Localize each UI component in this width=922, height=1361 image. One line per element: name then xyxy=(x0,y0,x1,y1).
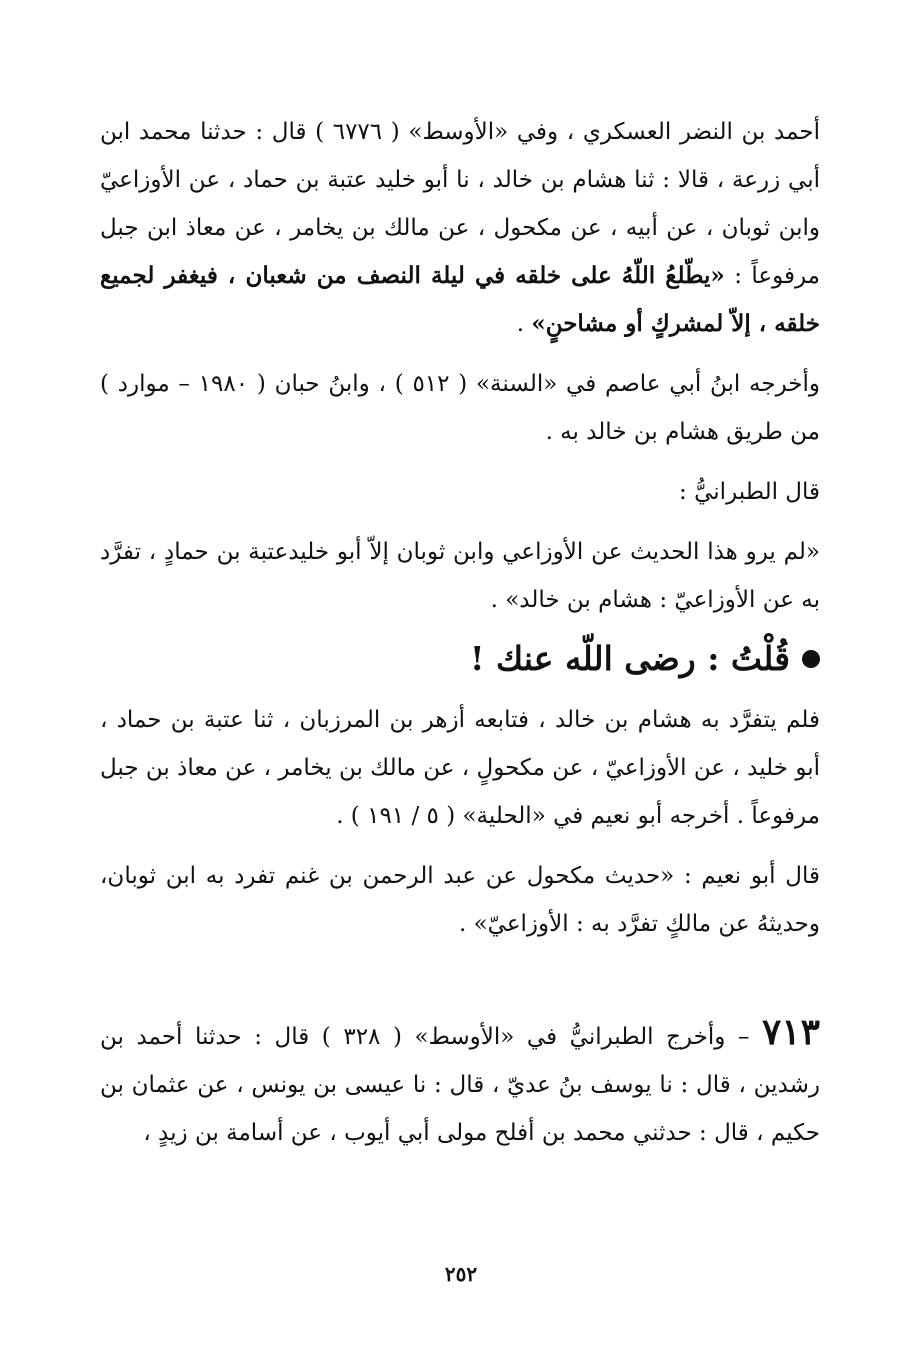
bullet-icon xyxy=(802,650,820,668)
paragraph-abu-nuaim: قال أبو نعيم : «حديث مكحول عن عبد الرحمن بن غنم تفرد به ابن ثوبان، وحديثهُ عن مالكٍ تفرَّد به : الأوزاعيّ» . xyxy=(100,863,820,937)
paragraph-tabarani-quote: «لم يرو هذا الحديث عن الأوزاعي وابن ثوبان إلاّ أبو خليدعتبة بن حمادٍ ، تفرَّد به عن الأوزاعيّ : هشام بن خالد» . xyxy=(100,539,820,613)
hadith-text: «يطّلعُ اللّهُ على خلقه في ليلة النصف من شعبان ، فيغفر لجميع خلقه ، إلاّ لمشركٍ أو مشاحنٍ» xyxy=(100,262,820,337)
isnad-end: . xyxy=(516,311,532,337)
entry-number: ٧١٣ xyxy=(761,1011,820,1053)
paragraph-isnad xyxy=(100,108,820,348)
entry-text: – وأخرج الطبرانيُّ في «الأوسط» ( ٣٢٨ ) قال : حدثنا أحمد بن رشدين ، قال : نا يوسف بنُ عديّ ، قال : نا عيسى بن يونس ، عن عثمان بن حكيم ، قال : حدثني محمد بن أفلح مولى أبي أيوب ، عن أسامة بن زيدٍ ، xyxy=(100,1024,820,1146)
entry-713 xyxy=(100,1008,820,1157)
section-heading xyxy=(100,630,820,688)
isnad-text: أحمد بن النضر العسكري ، وفي «الأوسط» ( ٦٧٧٦ ) قال : حدثنا محمد ابن أبي زرعة ، قالا : ثنا هشام بن خالد ، نا أبو خليد عتبة بن حماد ، عن الأوزاعيّ وابن ثوبان ، عن أبيه ، عن مكحول ، عن مالك بن يخامر ، عن معاذ ابن جبل مرفوعاً : xyxy=(100,119,820,289)
heading-text: قُلْتُ : رضى اللّه عنك ! xyxy=(470,639,790,678)
paragraph-mutabaa: فلم يتفرَّد به هشام بن خالد ، فتابعه أزهر بن المرزبان ، ثنا عتبة بن حماد ، أبو خليد ، عن الأوزاعيّ ، عن مكحولٍ ، عن مالك بن يخامر ، عن معاذ بن جبل مرفوعاً . أخرجه أبو نعيم في «الحلية» ( ٥ / ١٩١ ) . xyxy=(100,707,820,829)
paragraph-tabarani-said: قال الطبرانيُّ : xyxy=(679,479,820,505)
page-body xyxy=(100,108,820,1157)
paragraph-takhrij: وأخرجه ابنُ أبي عاصم في «السنة» ( ٥١٢ ) ، وابنُ حبان ( ١٩٨٠ – موارد ) من طريق هشام بن خالد به . xyxy=(100,371,820,445)
page-number: ٢٥٢ xyxy=(444,1262,478,1286)
